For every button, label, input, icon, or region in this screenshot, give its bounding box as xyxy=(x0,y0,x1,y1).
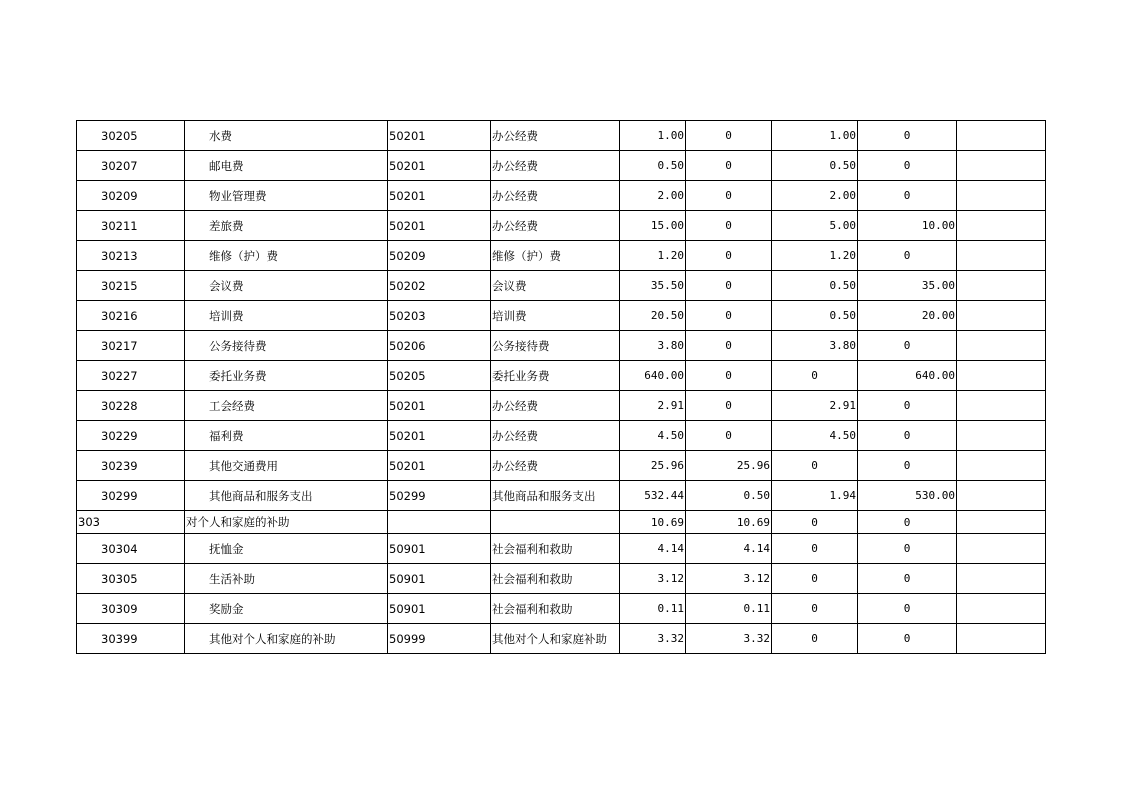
gov-econ-code-cell: 50201 xyxy=(388,151,491,181)
project-amount-cell: 0 xyxy=(772,511,858,534)
gov-econ-code-cell: 50209 xyxy=(388,241,491,271)
total-amount-cell: 25.96 xyxy=(620,451,686,481)
econ-class-name-cell: 生活补助 xyxy=(185,564,388,594)
econ-class-name-cell: 物业管理费 xyxy=(185,181,388,211)
basic-amount-cell: 0 xyxy=(686,331,772,361)
econ-class-code-cell: 30217 xyxy=(77,331,185,361)
gov-econ-name-cell: 办公经费 xyxy=(491,181,620,211)
total-amount-cell: 4.50 xyxy=(620,421,686,451)
basic-amount-cell: 0 xyxy=(686,241,772,271)
econ-class-name-cell: 其他商品和服务支出 xyxy=(185,481,388,511)
other-amount-cell: 10.00 xyxy=(858,211,957,241)
econ-class-code-cell: 30207 xyxy=(77,151,185,181)
gov-econ-name-cell: 培训费 xyxy=(491,301,620,331)
econ-class-code-cell: 30229 xyxy=(77,421,185,451)
econ-class-name-cell: 福利费 xyxy=(185,421,388,451)
econ-class-name-cell: 奖励金 xyxy=(185,594,388,624)
project-amount-cell: 1.94 xyxy=(772,481,858,511)
other-amount-cell: 0 xyxy=(858,181,957,211)
gov-econ-name-cell: 社会福利和救助 xyxy=(491,534,620,564)
table-row xyxy=(77,151,1046,181)
note-cell xyxy=(957,271,1046,301)
project-amount-cell: 0.50 xyxy=(772,301,858,331)
expenditure-table xyxy=(76,120,1046,654)
gov-econ-name-cell: 办公经费 xyxy=(491,211,620,241)
basic-amount-cell: 0.50 xyxy=(686,481,772,511)
table-row xyxy=(77,271,1046,301)
other-amount-cell: 0 xyxy=(858,594,957,624)
note-cell xyxy=(957,481,1046,511)
note-cell xyxy=(957,331,1046,361)
other-amount-cell: 0 xyxy=(858,391,957,421)
gov-econ-code-cell: 50901 xyxy=(388,564,491,594)
econ-class-name-cell: 对个人和家庭的补助 xyxy=(185,511,388,534)
gov-econ-code-cell: 50201 xyxy=(388,181,491,211)
econ-class-code-cell: 30215 xyxy=(77,271,185,301)
other-amount-cell: 0 xyxy=(858,121,957,151)
econ-class-name-cell: 会议费 xyxy=(185,271,388,301)
note-cell xyxy=(957,421,1046,451)
total-amount-cell: 10.69 xyxy=(620,511,686,534)
other-amount-cell: 530.00 xyxy=(858,481,957,511)
gov-econ-name-cell: 办公经费 xyxy=(491,121,620,151)
basic-amount-cell: 0 xyxy=(686,301,772,331)
table-row xyxy=(77,211,1046,241)
project-amount-cell: 0 xyxy=(772,624,858,654)
note-cell xyxy=(957,181,1046,211)
note-cell xyxy=(957,241,1046,271)
econ-class-code-cell: 30399 xyxy=(77,624,185,654)
basic-amount-cell: 0 xyxy=(686,361,772,391)
econ-class-name-cell: 工会经费 xyxy=(185,391,388,421)
gov-econ-code-cell: 50202 xyxy=(388,271,491,301)
project-amount-cell: 4.50 xyxy=(772,421,858,451)
gov-econ-code-cell: 50201 xyxy=(388,451,491,481)
other-amount-cell: 20.00 xyxy=(858,301,957,331)
total-amount-cell: 640.00 xyxy=(620,361,686,391)
econ-class-code-cell: 30305 xyxy=(77,564,185,594)
econ-class-name-cell: 其他交通费用 xyxy=(185,451,388,481)
project-amount-cell: 0.50 xyxy=(772,151,858,181)
basic-amount-cell: 3.32 xyxy=(686,624,772,654)
econ-class-name-cell: 培训费 xyxy=(185,301,388,331)
econ-class-code-cell: 30239 xyxy=(77,451,185,481)
gov-econ-name-cell: 其他对个人和家庭补助 xyxy=(491,624,620,654)
gov-econ-name-cell: 社会福利和救助 xyxy=(491,564,620,594)
gov-econ-code-cell: 50901 xyxy=(388,594,491,624)
econ-class-code-cell: 30299 xyxy=(77,481,185,511)
gov-econ-name-cell xyxy=(491,511,620,534)
basic-amount-cell: 0 xyxy=(686,211,772,241)
note-cell xyxy=(957,121,1046,151)
note-cell xyxy=(957,211,1046,241)
basic-amount-cell: 0 xyxy=(686,391,772,421)
basic-amount-cell: 0 xyxy=(686,181,772,211)
total-amount-cell: 1.00 xyxy=(620,121,686,151)
gov-econ-code-cell: 50999 xyxy=(388,624,491,654)
other-amount-cell: 35.00 xyxy=(858,271,957,301)
project-amount-cell: 0 xyxy=(772,594,858,624)
gov-econ-name-cell: 办公经费 xyxy=(491,421,620,451)
note-cell xyxy=(957,564,1046,594)
gov-econ-name-cell: 其他商品和服务支出 xyxy=(491,481,620,511)
econ-class-code-cell: 30216 xyxy=(77,301,185,331)
econ-class-name-cell: 公务接待费 xyxy=(185,331,388,361)
econ-class-code-cell: 30209 xyxy=(77,181,185,211)
other-amount-cell: 0 xyxy=(858,331,957,361)
gov-econ-name-cell: 委托业务费 xyxy=(491,361,620,391)
note-cell xyxy=(957,511,1046,534)
gov-econ-name-cell: 办公经费 xyxy=(491,391,620,421)
total-amount-cell: 532.44 xyxy=(620,481,686,511)
basic-amount-cell: 0 xyxy=(686,121,772,151)
basic-amount-cell: 3.12 xyxy=(686,564,772,594)
project-amount-cell: 2.00 xyxy=(772,181,858,211)
econ-class-code-cell: 30228 xyxy=(77,391,185,421)
gov-econ-code-cell: 50203 xyxy=(388,301,491,331)
note-cell xyxy=(957,594,1046,624)
other-amount-cell: 0 xyxy=(858,151,957,181)
table-row xyxy=(77,361,1046,391)
table-row xyxy=(77,421,1046,451)
econ-class-name-cell: 其他对个人和家庭的补助 xyxy=(185,624,388,654)
gov-econ-code-cell: 50201 xyxy=(388,391,491,421)
econ-class-name-cell: 维修（护）费 xyxy=(185,241,388,271)
project-amount-cell: 0 xyxy=(772,534,858,564)
gov-econ-code-cell: 50201 xyxy=(388,211,491,241)
gov-econ-name-cell: 公务接待费 xyxy=(491,331,620,361)
basic-amount-cell: 10.69 xyxy=(686,511,772,534)
project-amount-cell: 5.00 xyxy=(772,211,858,241)
table-row xyxy=(77,331,1046,361)
basic-amount-cell: 25.96 xyxy=(686,451,772,481)
econ-class-code-cell: 30213 xyxy=(77,241,185,271)
econ-class-code-cell: 30227 xyxy=(77,361,185,391)
gov-econ-code-cell: 50901 xyxy=(388,534,491,564)
note-cell xyxy=(957,151,1046,181)
table-row xyxy=(77,481,1046,511)
total-amount-cell: 2.91 xyxy=(620,391,686,421)
project-amount-cell: 3.80 xyxy=(772,331,858,361)
econ-class-name-cell: 水费 xyxy=(185,121,388,151)
gov-econ-code-cell: 50299 xyxy=(388,481,491,511)
basic-amount-cell: 0 xyxy=(686,271,772,301)
econ-class-name-cell: 抚恤金 xyxy=(185,534,388,564)
basic-amount-cell: 0 xyxy=(686,421,772,451)
total-amount-cell: 2.00 xyxy=(620,181,686,211)
note-cell xyxy=(957,624,1046,654)
note-cell xyxy=(957,534,1046,564)
other-amount-cell: 0 xyxy=(858,624,957,654)
basic-amount-cell: 0.11 xyxy=(686,594,772,624)
table-row xyxy=(77,391,1046,421)
project-amount-cell: 0.50 xyxy=(772,271,858,301)
table-row xyxy=(77,594,1046,624)
econ-class-name-cell: 邮电费 xyxy=(185,151,388,181)
total-amount-cell: 0.50 xyxy=(620,151,686,181)
gov-econ-name-cell: 办公经费 xyxy=(491,151,620,181)
project-amount-cell: 0 xyxy=(772,451,858,481)
note-cell xyxy=(957,361,1046,391)
econ-class-code-cell: 30205 xyxy=(77,121,185,151)
econ-class-name-cell: 委托业务费 xyxy=(185,361,388,391)
total-amount-cell: 20.50 xyxy=(620,301,686,331)
econ-class-name-cell: 差旅费 xyxy=(185,211,388,241)
table-body xyxy=(77,121,1046,654)
table-row xyxy=(77,624,1046,654)
gov-econ-code-cell: 50206 xyxy=(388,331,491,361)
project-amount-cell: 1.00 xyxy=(772,121,858,151)
table-row xyxy=(77,181,1046,211)
table-row xyxy=(77,301,1046,331)
basic-amount-cell: 0 xyxy=(686,151,772,181)
total-amount-cell: 4.14 xyxy=(620,534,686,564)
other-amount-cell: 640.00 xyxy=(858,361,957,391)
note-cell xyxy=(957,301,1046,331)
project-amount-cell: 0 xyxy=(772,564,858,594)
basic-amount-cell: 4.14 xyxy=(686,534,772,564)
project-amount-cell: 1.20 xyxy=(772,241,858,271)
total-amount-cell: 3.12 xyxy=(620,564,686,594)
total-amount-cell: 0.11 xyxy=(620,594,686,624)
gov-econ-name-cell: 会议费 xyxy=(491,271,620,301)
table-row xyxy=(77,121,1046,151)
table-row xyxy=(77,451,1046,481)
other-amount-cell: 0 xyxy=(858,511,957,534)
gov-econ-name-cell: 办公经费 xyxy=(491,451,620,481)
gov-econ-code-cell: 50205 xyxy=(388,361,491,391)
econ-class-code-cell: 30211 xyxy=(77,211,185,241)
econ-class-code-cell: 303 xyxy=(77,511,185,534)
note-cell xyxy=(957,391,1046,421)
total-amount-cell: 1.20 xyxy=(620,241,686,271)
total-amount-cell: 35.50 xyxy=(620,271,686,301)
econ-class-code-cell: 30304 xyxy=(77,534,185,564)
other-amount-cell: 0 xyxy=(858,421,957,451)
gov-econ-name-cell: 维修（护）费 xyxy=(491,241,620,271)
other-amount-cell: 0 xyxy=(858,534,957,564)
gov-econ-code-cell: 50201 xyxy=(388,121,491,151)
table-row-category xyxy=(77,511,1046,534)
total-amount-cell: 15.00 xyxy=(620,211,686,241)
table-row xyxy=(77,241,1046,271)
total-amount-cell: 3.80 xyxy=(620,331,686,361)
table-row xyxy=(77,564,1046,594)
total-amount-cell: 3.32 xyxy=(620,624,686,654)
table-row xyxy=(77,534,1046,564)
econ-class-code-cell: 30309 xyxy=(77,594,185,624)
other-amount-cell: 0 xyxy=(858,564,957,594)
gov-econ-code-cell: 50201 xyxy=(388,421,491,451)
project-amount-cell: 2.91 xyxy=(772,391,858,421)
note-cell xyxy=(957,451,1046,481)
other-amount-cell: 0 xyxy=(858,241,957,271)
gov-econ-name-cell: 社会福利和救助 xyxy=(491,594,620,624)
gov-econ-code-cell xyxy=(388,511,491,534)
other-amount-cell: 0 xyxy=(858,451,957,481)
project-amount-cell: 0 xyxy=(772,361,858,391)
